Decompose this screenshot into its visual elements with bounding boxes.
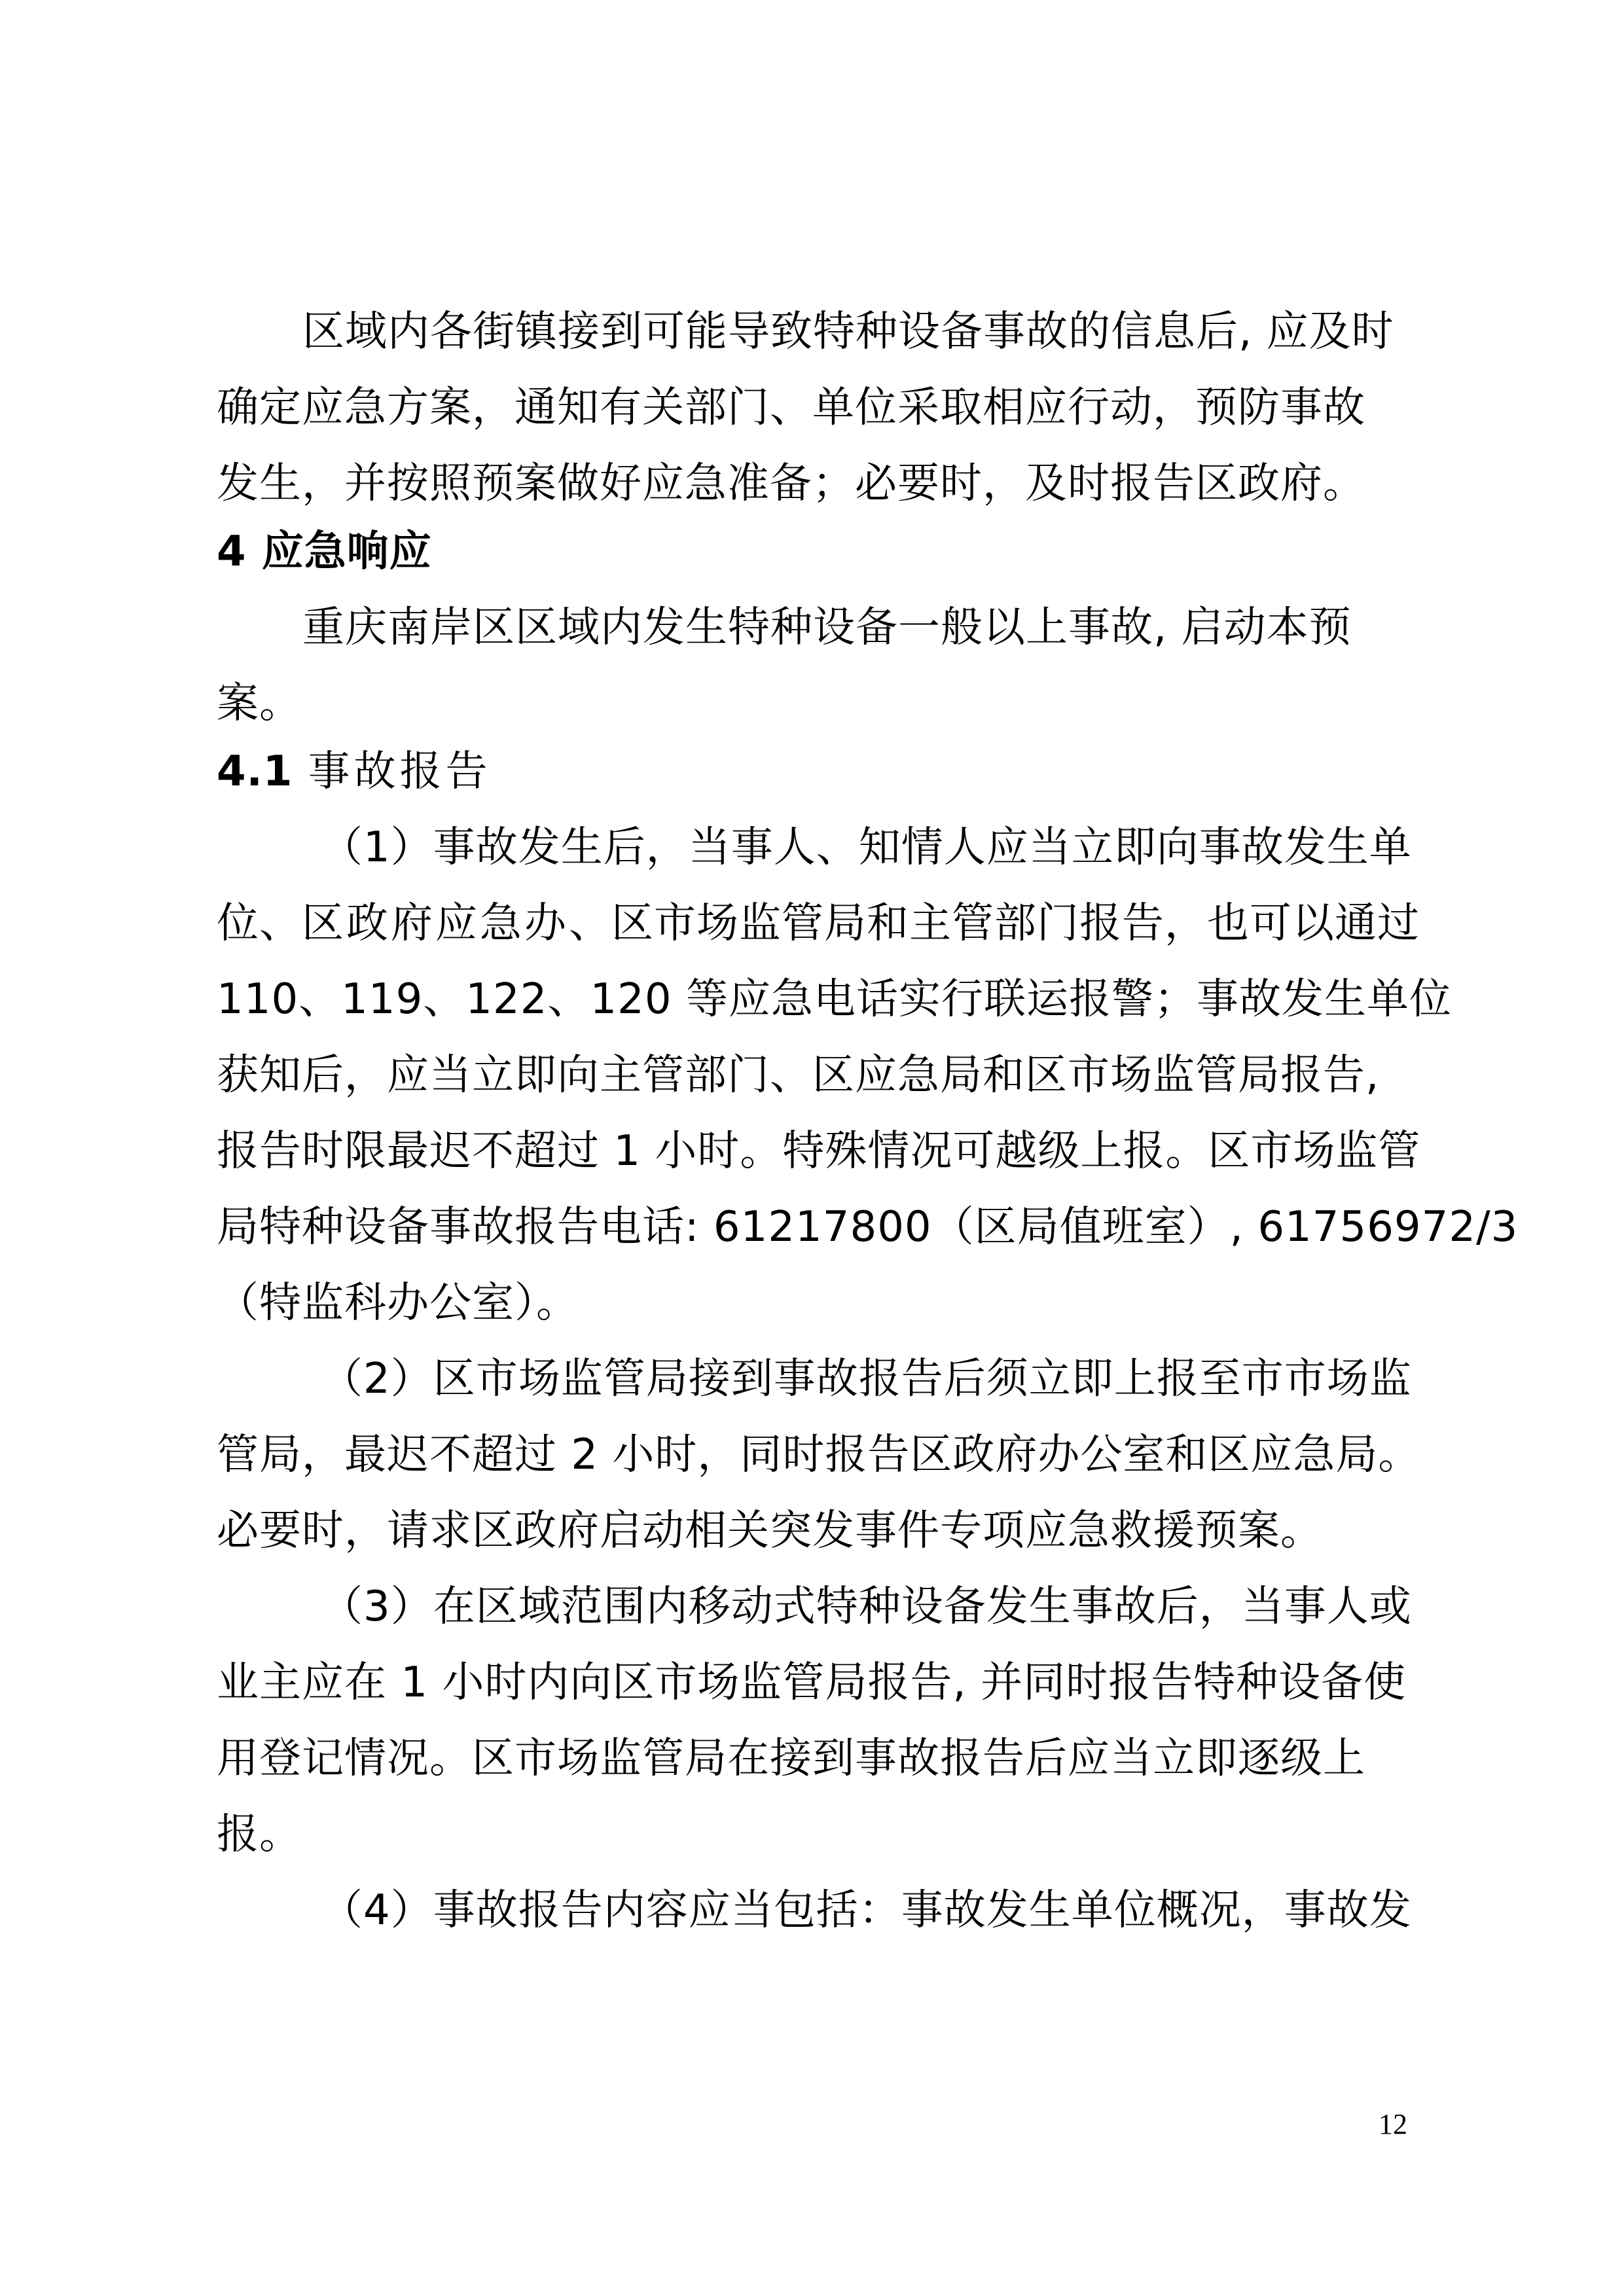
- paragraph-line: 报。: [217, 1810, 302, 1859]
- paragraph-line: 管局，最迟不超过 2 小时，同时报告区政府办公室和区应急局。: [217, 1431, 1421, 1479]
- paragraph-line: （3）在区域范围内移动式特种设备发生事故后，当事人或: [321, 1583, 1412, 1631]
- paragraph-line: [217, 897, 1420, 950]
- section-heading-4-1: [217, 745, 492, 798]
- paragraph-line: 区域内各街镇接到可能导致特种设备事故的信息后, 应及时: [302, 308, 1394, 356]
- paragraph-line: 局特种设备事故报告电话: 61217800（区局值班室）, 61756972/3: [217, 1203, 1519, 1251]
- paragraph-line: 确定应急方案，通知有关部门、单位采取相应行动，预防事故: [217, 384, 1365, 432]
- paragraph-line: 重庆南岸区区域内发生特种设备一般以上事故, 启动本预: [302, 603, 1352, 652]
- text-run: 位、: [217, 899, 302, 948]
- paragraph-line: （2）区市场监管局接到事故报告后须立即上报至市市场监: [321, 1355, 1412, 1403]
- text-run-serif: 区政府应急办: [302, 899, 569, 948]
- paragraph-line: 110、119、122、120 等应急电话实行联运报警；事故发生单位: [217, 975, 1452, 1024]
- paragraph-line: 发生，并按照预案做好应急准备；必要时，及时报告区政府。: [217, 459, 1365, 508]
- paragraph-line: （1）事故发生后，当事人、知情人应当立即向事故发生单: [321, 823, 1412, 872]
- section-title: 事故报告: [308, 747, 492, 796]
- paragraph-line: 报告时限最迟不超过 1 小时。特殊情况可越级上报。区市场监管: [217, 1127, 1421, 1175]
- paragraph-line: 获知后，应当立即向主管部门、区应急局和区市场监管局报告,: [217, 1051, 1380, 1100]
- paragraph-line: 业主应在 1 小时内向区市场监管局报告, 并同时报告特种设备使: [217, 1658, 1407, 1707]
- paragraph-line: 必要时，请求区政府启动相关突发事件专项应急救援预案。: [217, 1507, 1323, 1555]
- paragraph-line: 用登记情况。区市场监管局在接到事故报告后应当立即逐级上: [217, 1734, 1365, 1783]
- paragraph-line: （特监科办公室）。: [217, 1279, 579, 1327]
- paragraph-line: 案。: [217, 679, 302, 728]
- page-number: 12: [1379, 2108, 1407, 2140]
- section-heading-4: 4 应急响应: [217, 528, 432, 576]
- paragraph-line: （4）事故报告内容应当包括：事故发生单位概况，事故发: [321, 1886, 1412, 1935]
- text-run: 、区市场监管局和主管部门报告，也可以通过: [569, 899, 1420, 948]
- section-number: 4.1: [217, 747, 293, 796]
